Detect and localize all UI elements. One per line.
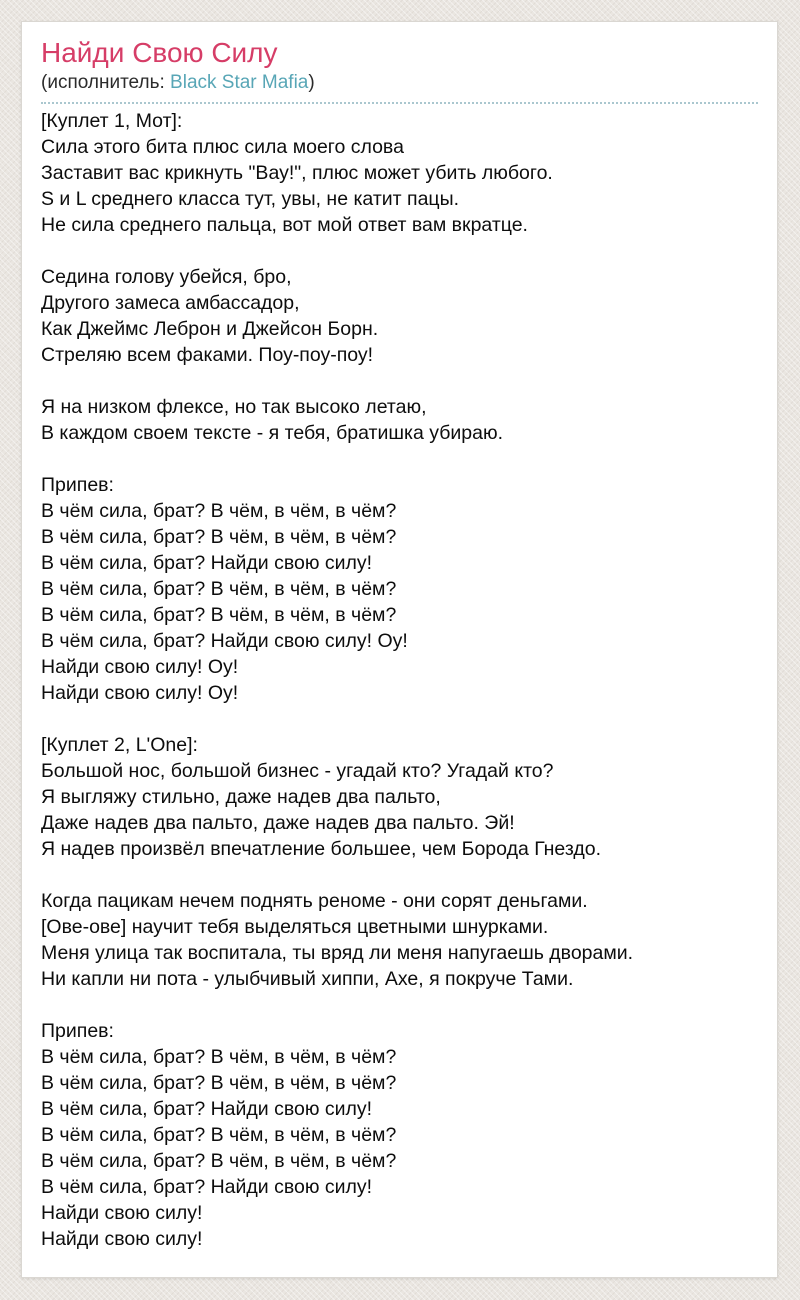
lyric-line: В чём сила, брат? В чём, в чём, в чём? (41, 1124, 397, 1146)
lyric-line: В чём сила, брат? В чём, в чём, в чём? (41, 500, 397, 522)
lyrics-text (41, 104, 758, 1252)
lyric-line: Меня улица так воспитала, ты вряд ли меня напугаешь дворами. (41, 942, 634, 964)
lyric-line: Другого замеса амбассадор, (41, 292, 300, 314)
lyric-line: В чём сила, брат? Найди свою силу! (41, 1098, 373, 1120)
lyric-line: В чём сила, брат? В чём, в чём, в чём? (41, 604, 397, 626)
lyric-line: Когда пацикам нечем поднять реноме - они сорят деньгами. (41, 890, 588, 912)
lyric-line: В чём сила, брат? В чём, в чём, в чём? (41, 526, 397, 548)
lyric-line: Седина голову убейся, бро, (41, 266, 292, 288)
artist-suffix: ) (308, 72, 315, 93)
lyric-line (41, 706, 758, 732)
lyric-line: В чём сила, брат? В чём, в чём, в чём? (41, 1150, 397, 1172)
lyric-line (41, 238, 758, 264)
lyric-line (41, 992, 758, 1018)
lyric-line: Сила этого бита плюс сила моего слова (41, 136, 404, 158)
lyric-line: [Куплет 1, Мот]: (41, 110, 183, 132)
lyric-line: В чём сила, брат? В чём, в чём, в чём? (41, 1046, 397, 1068)
lyric-line: В чём сила, брат? Найди свою силу! Оу! (41, 630, 408, 652)
lyric-line: В чём сила, брат? Найди свою силу! (41, 1176, 373, 1198)
lyric-line: Не сила среднего пальца, вот мой ответ вам вкратце. (41, 214, 528, 236)
lyric-line: В каждом своем тексте - я тебя, братишка убираю. (41, 422, 504, 444)
song-header (41, 38, 758, 104)
lyric-line: Ни капли ни пота - улыбчивый хиппи, Ахе, я покруче Тами. (41, 968, 574, 990)
lyric-line: Найди свою силу! (41, 1202, 203, 1224)
lyric-line: В чём сила, брат? В чём, в чём, в чём? (41, 578, 397, 600)
artist-label: (исполнитель: (41, 72, 165, 93)
lyrics-card (21, 21, 778, 1278)
artist-line (41, 71, 758, 95)
page-title: Найди Свою Силу (41, 37, 278, 68)
lyric-line: Я надев произвёл впечатление большее, чем Борода Гнездо. (41, 838, 602, 860)
lyric-line: [Ове-ове] научит тебя выделяться цветными шнурками. (41, 916, 549, 938)
lyric-line: Припев: (41, 1020, 114, 1042)
lyric-line (41, 862, 758, 888)
lyric-line: Найди свою силу! Оу! (41, 682, 239, 704)
lyric-line: S и L среднего класса тут, увы, не катит пацы. (41, 188, 460, 210)
artist-link[interactable]: Black Star Mafia (170, 72, 309, 93)
lyric-line: Даже надев два пальто, даже надев два пальто. Эй! (41, 812, 515, 834)
lyric-line: Найди свою силу! (41, 1228, 203, 1250)
lyric-line: Большой нос, большой бизнес - угадай кто? Угадай кто? (41, 760, 554, 782)
lyric-line: В чём сила, брат? В чём, в чём, в чём? (41, 1072, 397, 1094)
lyric-line: [Куплет 2, L'One]: (41, 734, 198, 756)
lyric-line: Припев: (41, 474, 114, 496)
lyric-line: Как Джеймс Леброн и Джейсон Борн. (41, 318, 379, 340)
lyric-line: Я на низком флексе, но так высоко летаю, (41, 396, 427, 418)
lyric-line: Найди свою силу! Оу! (41, 656, 239, 678)
lyric-line (41, 446, 758, 472)
lyric-line: Я выгляжу стильно, даже надев два пальто, (41, 786, 441, 808)
lyric-line (41, 368, 758, 394)
lyric-line: Стреляю всем факами. Поу-поу-поу! (41, 344, 374, 366)
lyric-line: В чём сила, брат? Найди свою силу! (41, 552, 373, 574)
lyric-line: Заставит вас крикнуть "Вау!", плюс может убить любого. (41, 162, 553, 184)
